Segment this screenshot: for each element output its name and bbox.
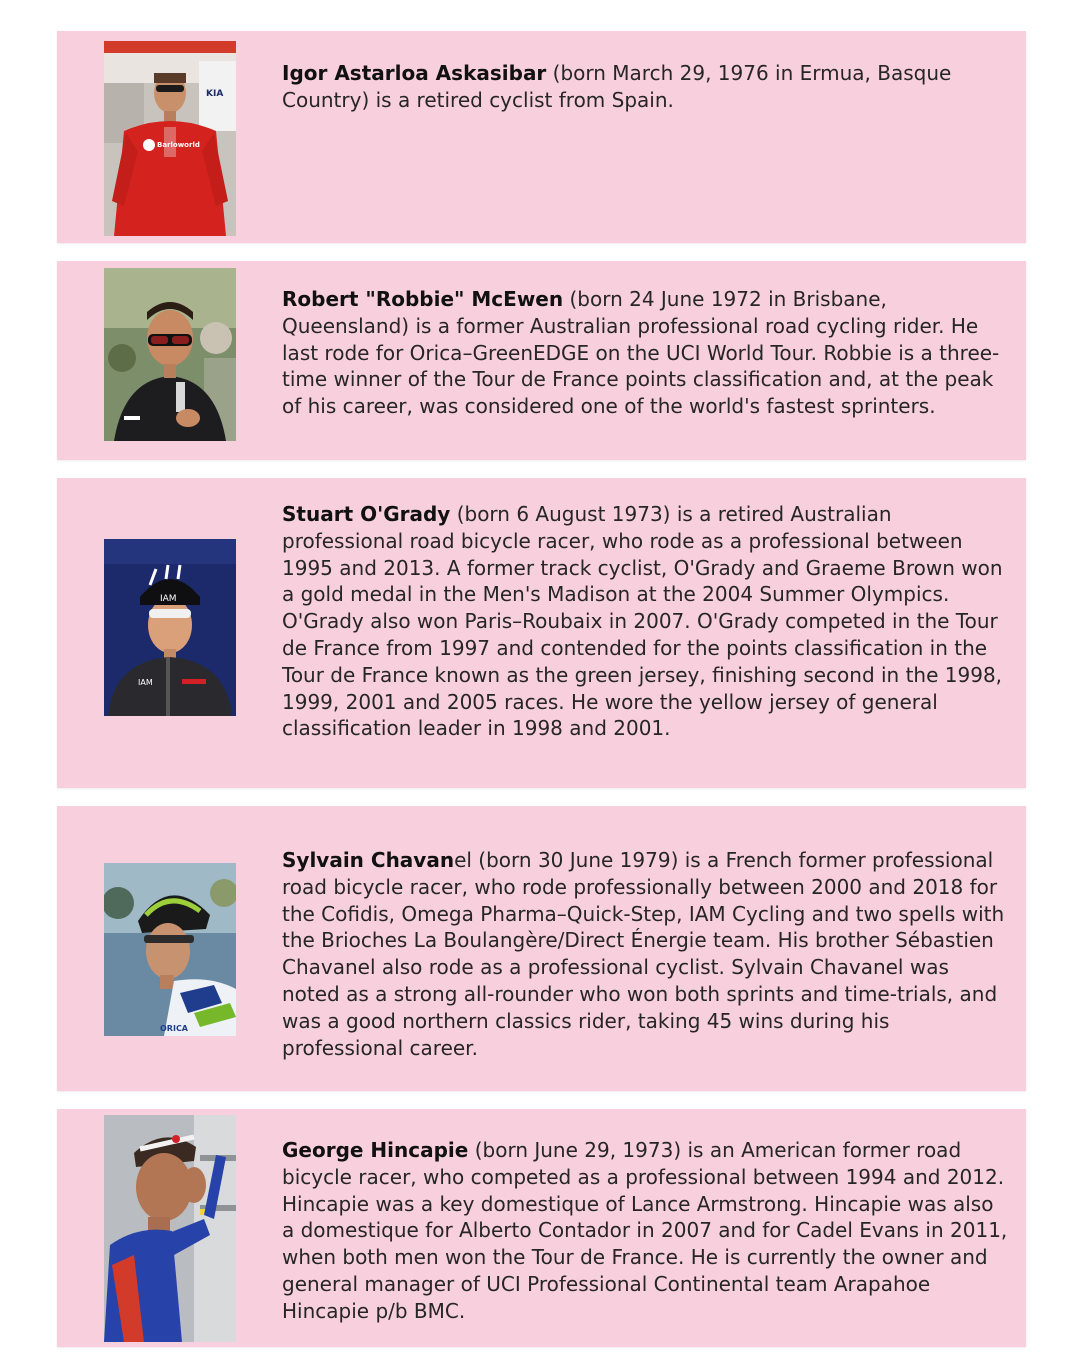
bio-body-sylvain-chavanel: (born 30 June 1979) is a French former professional road bicycle racer, who rode professionally between 2000 and 2018 for the Cofidis, Omega Pharma–Quick-Step, IAM Cycling and two spells with the Brioches La Boulangère/Direct Énergie team. His brother Sébastien Chavanel also rode as a professional cyclist. Sylvain Chavanel was noted as a strong all-rounder who won both sprints and time-trials, and was a good northern classics rider, taking 45 wins during his professional career.	[282, 848, 1005, 1060]
photo-igor-astarloa	[104, 41, 236, 236]
bio-body-stuart-ogrady: (born 6 August 1973) is a retired Australian professional road bicycle racer, who rode as a professional between 1995 and 2013. A former track cyclist, O'Grady and Graeme Brown won a gold medal in the Men's Madison at the 2004 Summer Olympics. O'Grady also won Paris–Roubaix in 2007. O'Grady competed in the Tour de France from 1997 and contended for the points classification in the Tour de France known as the green jersey, finishing second in the 1998, 1999, 2001 and 2005 races. He wore the yellow jersey of general classification leader in 1998 and 2001.	[282, 502, 1003, 741]
bio-text-sylvain-chavanel	[282, 847, 1010, 1061]
photo-sylvain-chavanel	[104, 863, 236, 1036]
bio-text-stuart-ogrady	[282, 501, 1010, 742]
stuart-chest-logo: IAM	[138, 678, 153, 687]
rider-name-stuart-ogrady: Stuart O'Grady	[282, 502, 451, 526]
bio-text-robbie-mcewen	[282, 286, 1010, 420]
bio-card-igor-astarloa	[57, 31, 1026, 243]
rider-name-george-hincapie: George Hincapie	[282, 1138, 469, 1162]
bio-body-robbie-mcewen: (born 24 June 1972 in Brisbane, Queensland) is a former Australian professional road cycling rider. He last rode for Orica–GreenEDGE on the UCI World Tour. Robbie is a three-time winner of the Tour de France points classification and, at the peak of his career, was considered one of the world's fastest sprinters.	[282, 287, 1000, 419]
rider-name-rest-sylvain-chavanel: el	[454, 848, 472, 872]
bio-card-sylvain-chavanel	[57, 806, 1026, 1091]
photo-stuart-ogrady	[104, 539, 236, 716]
photo-robbie-mcewen	[104, 268, 236, 441]
bio-card-george-hincapie	[57, 1109, 1026, 1347]
bio-text-igor-astarloa	[282, 60, 1010, 114]
bio-card-stuart-ogrady	[57, 478, 1026, 788]
igor-banner-logo: KIA	[206, 89, 224, 99]
bio-body-igor-astarloa: (born March 29, 1976 in Ermua, Basque Country) is a retired cyclist from Spain.	[282, 61, 952, 112]
bio-text-george-hincapie	[282, 1137, 1010, 1325]
igor-jersey-logo: Barloworld	[157, 141, 200, 149]
stuart-helmet-logo: IAM	[160, 594, 177, 604]
rider-name-sylvain-chavanel: Sylvain Chavan	[282, 848, 455, 872]
photo-george-hincapie	[104, 1115, 236, 1342]
rider-name-igor-astarloa: Igor Astarloa Askasibar	[282, 61, 547, 85]
rider-name-robbie-mcewen: Robert "Robbie" McEwen	[282, 287, 564, 311]
bio-card-robbie-mcewen	[57, 261, 1026, 460]
bio-body-george-hincapie: (born June 29, 1973) is an American former road bicycle racer, who competed as a professional between 1994 and 2012. Hincapie was a key domestique of Lance Armstrong. Hincapie was also a domestique for Alberto Contador in 2007 and for Cadel Evans in 2011, when both men won the Tour de France. He is currently the owner and general manager of UCI Professional Continental team Arapahoe Hincapie p/b BMC.	[282, 1138, 1008, 1323]
sylvain-jersey-logo: ORICA	[160, 1024, 188, 1033]
